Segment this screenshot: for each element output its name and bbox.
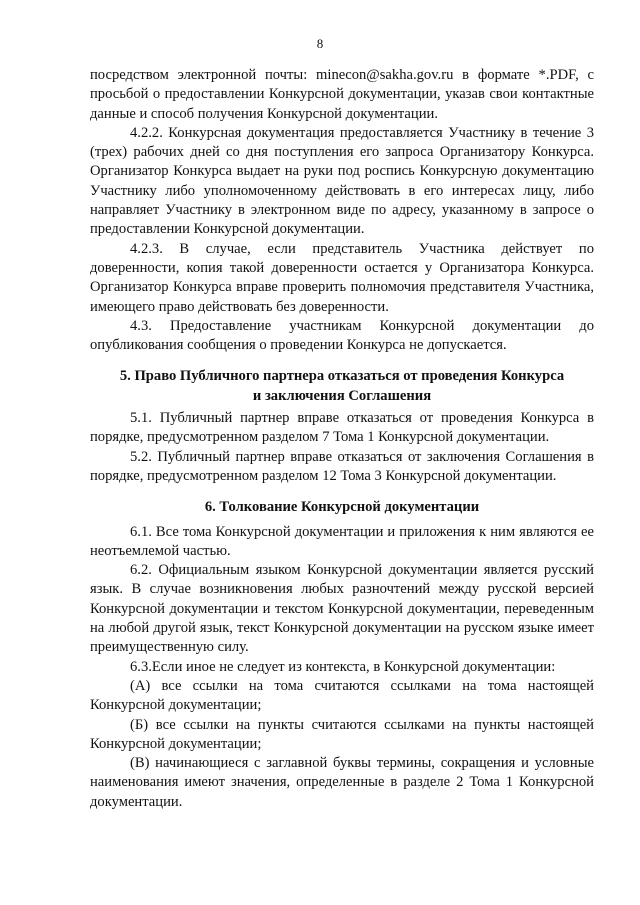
page-content — [90, 66, 594, 812]
list-item-a: (А) все ссылки на тома считаются ссылками на тома настоящей Конкурсной документации; — [90, 677, 594, 714]
paragraph-4-2-2: 4.2.2. Конкурсная документация предоставляется Участнику в течение 3 (трех) рабочих дней со дня поступления его запроса Организатору Конкурса. Организатор Конкурса выдает на руки под роспись Конкурсную документацию Участнику либо уполномоченному действовать в его интересах лицу, либо направляет Участнику в электронном виде по адресу, указанному в запросе о предоставлении Конкурсной документации. — [90, 124, 594, 238]
section-5-heading — [90, 367, 594, 406]
paragraph-6-1: 6.1. Все тома Конкурсной документации и приложения к ним являются ее неотъемлемой частью. — [90, 523, 594, 559]
section-6-heading: 6. Толкование Конкурсной документации — [204, 499, 480, 516]
paragraph-5-2: 5.2. Публичный партнер вправе отказаться от заключения Соглашения в порядке, предусмотренном разделом 12 Тома 3 Конкурсной документации. — [90, 448, 594, 484]
paragraph-5-1: 5.1. Публичный партнер вправе отказаться от проведения Конкурса в порядке, предусмотренном разделом 7 Тома 1 Конкурсной документации. — [90, 410, 594, 446]
page-number: 8 — [316, 36, 324, 51]
paragraph-6-2: 6.2. Официальным языком Конкурсной документации является русский язык. В случае возникновения любых разночтений между русской версией Конкурсной документации и текстом Конкурсной документации, переведенным на любой другой язык, текст Конкурсной документации на русском языке имеет преимущественную силу. — [90, 562, 594, 656]
paragraph-4-3: 4.3. Предоставление участникам Конкурсной документации до опубликования сообщения о проведении Конкурса не допускается. — [90, 317, 594, 354]
paragraph-4-2-3: 4.2.3. В случае, если представитель Участника действует по доверенности, копия такой доверенности остается у Организатора Конкурса. Организатор Конкурса вправе проверить полномочия представителя Участника, имеющего право действовать без доверенности. — [90, 240, 594, 315]
paragraph-continuation: посредством электронной почты: minecon@sakha.gov.ru в формате *.PDF, с просьбой о предоставлении Конкурсной документации, указав свои контактные данные и способ получения Конкурсной документации. — [90, 67, 594, 122]
paragraph-6-3: 6.3.Если иное не следует из контекста, в Конкурсной документации: — [130, 658, 556, 675]
list-item-v: (В) начинающиеся с заглавной буквы термины, сокращения и условные наименования имеют значения, определенные в разделе 2 Тома 1 Конкурсной документации. — [90, 755, 594, 810]
list-item-b: (Б) все ссылки на пункты считаются ссылками на пункты настоящей Конкурсной документации; — [90, 716, 594, 752]
section-5-heading-line1: 5. Право Публичного партнера отказаться от проведения Конкурса — [119, 368, 565, 385]
section-5-heading-line2: и заключения Соглашения — [252, 387, 432, 404]
